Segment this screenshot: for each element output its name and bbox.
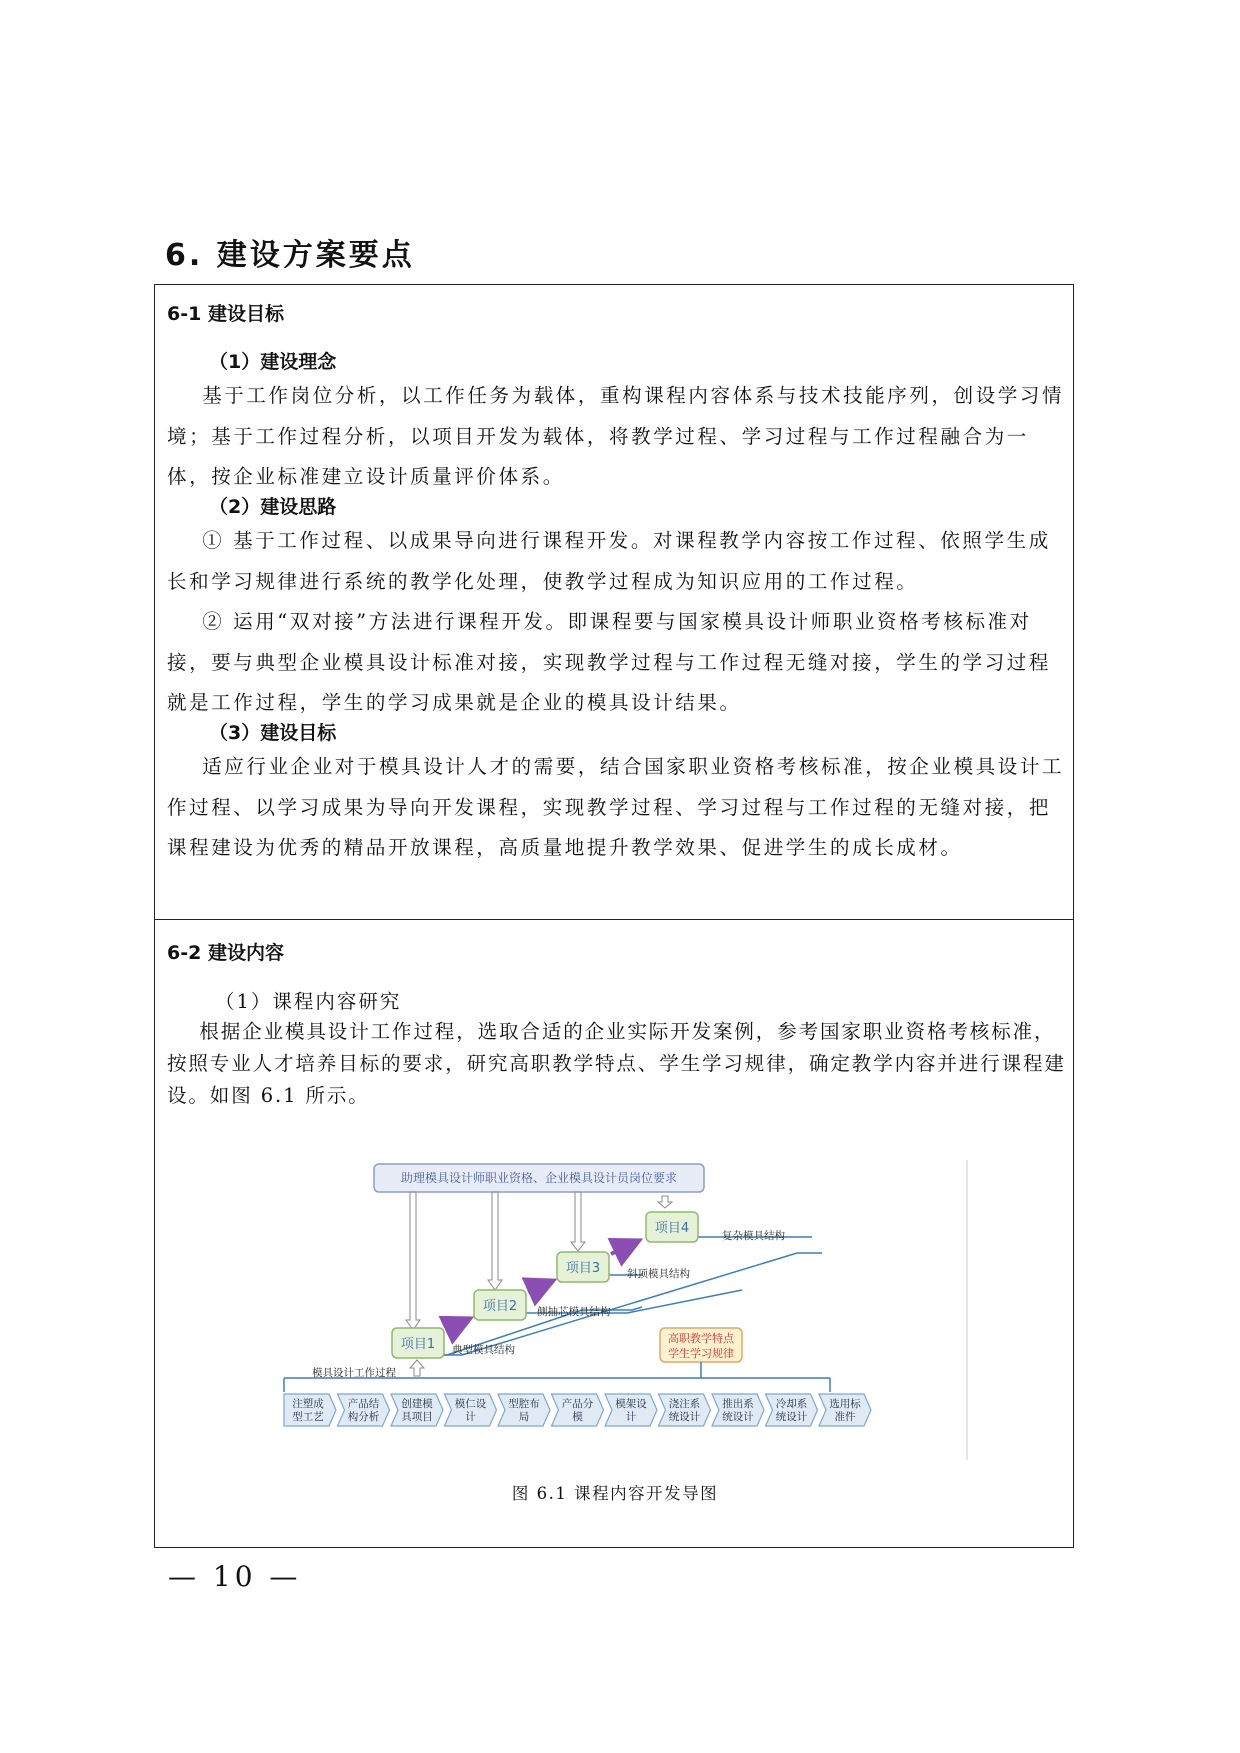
process-step — [391, 1394, 443, 1426]
process-label: 模具设计工作过程 — [312, 1367, 396, 1379]
heading-concept: （1）建设理念 — [209, 351, 337, 373]
process-step-label: 型工艺 — [292, 1411, 324, 1423]
process-step — [712, 1394, 764, 1426]
process-step-label: 计 — [625, 1411, 637, 1423]
paragraph-approach-1: ① 基于工作过程、以成果导向进行课程开发。对课程教学内容按工作过程、依照学生成长和学习规律进行系统的教学化处理，使教学过程成为知识应用的工作过程。 — [167, 529, 1051, 593]
process-step-label: 统设计 — [775, 1411, 808, 1423]
paragraph-approach-2: ② 运用“双对接”方法进行课程开发。即课程要与国家模具设计师职业资格考核标准对接，要与典型企业模具设计标准对接，实现教学过程与工作过程无缝对接，学生的学习过程就是工作过程，学生的学习成果就是企业的模具设计结果。 — [167, 610, 1052, 714]
sub-heading-content: 6-2 建设内容 — [167, 942, 284, 964]
paragraph-concept: 基于工作岗位分析，以工作任务为载体，重构课程内容体系与技术技能序列，创设学习情境；基于工作过程分析，以项目开发为载体，将教学过程、学习过程与工作过程融合为一体，按企业标准建立设计质量评价体系。 — [167, 384, 1065, 488]
process-step-label: 浇注系 — [668, 1398, 701, 1410]
process-step — [445, 1394, 497, 1426]
process-step-label: 创建模 — [401, 1398, 433, 1410]
structure-label-3: 斜顶模具结构 — [627, 1268, 690, 1280]
progress-arrow-3 — [611, 1242, 636, 1254]
process-step-label: 计 — [465, 1411, 476, 1423]
process-step — [605, 1394, 657, 1426]
progress-arrow-2 — [528, 1282, 550, 1292]
process-step-label: 冷却系 — [775, 1398, 808, 1410]
construction-content-box — [154, 920, 1074, 1548]
feature-line-1: 高职教学特点 — [668, 1332, 734, 1345]
process-step-label: 具项目 — [401, 1411, 433, 1423]
process-step-label: 模仁设 — [454, 1398, 487, 1410]
project-3-label: 项目3 — [565, 1261, 601, 1276]
process-step-label: 模 — [572, 1411, 583, 1423]
project-1-label: 项目1 — [400, 1337, 436, 1352]
project-1 — [392, 1328, 444, 1358]
process-step — [338, 1394, 390, 1426]
process-step — [659, 1394, 711, 1426]
down-arrow-3 — [571, 1192, 585, 1251]
project-4-label: 项目4 — [654, 1221, 690, 1236]
process-step-label: 统设计 — [722, 1411, 754, 1423]
project-2-label: 项目2 — [482, 1299, 518, 1314]
process-step-label: 构分析 — [347, 1411, 380, 1423]
heading-approach: （2）建设思路 — [209, 496, 337, 518]
project-2 — [474, 1290, 526, 1320]
process-step — [819, 1394, 871, 1426]
teaching-feature-box — [660, 1328, 742, 1362]
structure-label-2: 侧抽芯模具结构 — [537, 1306, 611, 1318]
process-step — [498, 1394, 550, 1426]
paragraph-goals: 适应行业企业对于模具设计人才的需要，结合国家职业资格考核标准，按企业模具设计工作过程、以学习成果为导向开发课程，实现教学过程、学习过程与工作过程的无缝对接，把课程建设为优秀的精品开放课程，高质量地提升教学效果、促进学生的成长成材。 — [167, 755, 1065, 859]
structure-label-1: 典型模具结构 — [452, 1344, 515, 1356]
course-development-diagram — [282, 1160, 970, 1460]
figure-caption: 图 6.1 课程内容开发导图 — [511, 1484, 719, 1503]
process-step-label: 产品结 — [347, 1398, 380, 1410]
progress-arrow-1 — [446, 1320, 467, 1330]
process-step-label: 推出系 — [722, 1398, 754, 1410]
process-step-label: 产品分 — [561, 1398, 594, 1410]
page-number: — 10 — — [168, 1560, 302, 1593]
process-step-label: 注塑成 — [292, 1398, 324, 1410]
down-arrow-1 — [406, 1192, 420, 1330]
up-arrow — [410, 1360, 424, 1376]
structure-label-4: 复杂模具结构 — [722, 1230, 785, 1242]
banner-text: 助理模具设计师职业资格、企业模具设计员岗位要求 — [400, 1171, 678, 1185]
process-step-label: 统设计 — [668, 1411, 701, 1423]
process-step-label: 局 — [518, 1411, 530, 1423]
section-title: 6. 建设方案要点 — [165, 238, 415, 273]
process-steps — [284, 1394, 871, 1426]
project-4 — [646, 1212, 698, 1242]
paragraph-content-research: 根据企业模具设计工作过程，选取合适的企业实际开发案例，参考国家职业资格考核标准，按照专业人才培养目标的要求，研究高职教学特点、学生学习规律，确定教学内容并进行课程建设。如图 6.1 所示。 — [167, 1020, 1066, 1107]
sub-heading-goals: 6-1 建设目标 — [167, 303, 284, 325]
process-step-label: 准件 — [834, 1411, 856, 1423]
down-arrow-4 — [658, 1196, 672, 1208]
construction-goals-box — [154, 284, 1074, 920]
feature-line-2: 学生学习规律 — [668, 1347, 734, 1360]
process-step — [552, 1394, 604, 1426]
process-step-label: 型腔布 — [508, 1398, 540, 1410]
heading-content-research: （1）课程内容研究 — [215, 990, 402, 1013]
heading-goals: （3）建设目标 — [209, 722, 337, 744]
process-step-label: 选用标 — [829, 1398, 861, 1410]
project-3 — [557, 1252, 609, 1282]
process-step — [284, 1394, 336, 1426]
process-step — [766, 1394, 818, 1426]
process-step-label: 模架设 — [615, 1398, 647, 1410]
down-arrow-2 — [488, 1192, 502, 1290]
